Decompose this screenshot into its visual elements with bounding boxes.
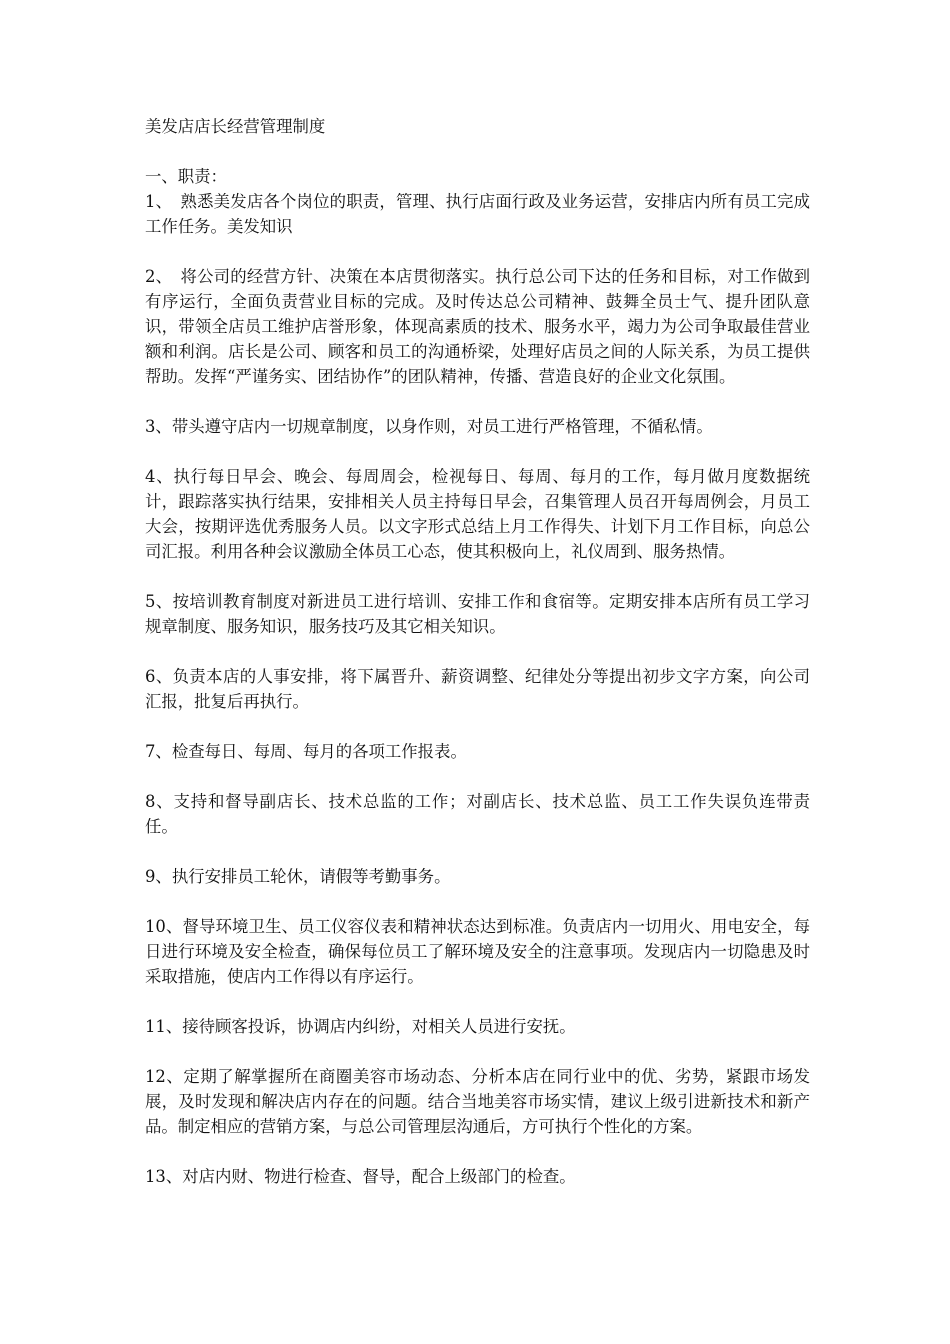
- duty-item-7: 7、检查每日、每周、每月的各项工作报表。: [145, 742, 467, 761]
- duty-item-5: 5、按培训教育制度对新进员工进行培训、安排工作和食宿等。定期安排本店所有员工学习规章制度、服务知识，服务技巧及其它相关知识。: [145, 592, 810, 636]
- section-heading: 一、职责：: [145, 167, 227, 186]
- duty-item-9: 9、执行安排员工轮休，请假等考勤事务。: [145, 867, 451, 886]
- duty-item-13: 13、对店内财、物进行检查、督导，配合上级部门的检查。: [145, 1167, 576, 1186]
- duty-item-4: 4、执行每日早会、晚会、每周周会，检视每日、每周、每月的工作，每月做月度数据统计，跟踪落实执行结果，安排相关人员主持每日早会，召集管理人员召开每周例会，月员工大会，按期评选优秀服务人员。以文字形式总结上月工作得失、计划下月工作目标，向总公司汇报。利用各种会议激励全体员工心态，使其积极向上，礼仪周到、服务热情。: [145, 467, 810, 561]
- duty-item-8: 8、支持和督导副店长、技术总监的工作；对副店长、技术总监、员工工作失误负连带责任。: [145, 792, 810, 836]
- duty-item-1: 1、 熟悉美发店各个岗位的职责，管理、执行店面行政及业务运营，安排店内所有员工完成工作任务。美发知识: [145, 192, 810, 236]
- document-page: [145, 114, 810, 1214]
- duty-item-10: 10、督导环境卫生、员工仪容仪表和精神状态达到标准。负责店内一切用火、用电安全，每日进行环境及安全检查，确保每位员工了解环境及安全的注意事项。发现店内一切隐患及时采取措施，使店内工作得以有序运行。: [145, 917, 810, 986]
- document-title: 美发店店长经营管理制度: [145, 117, 326, 136]
- duty-item-12: 12、定期了解掌握所在商圈美容市场动态、分析本店在同行业中的优、劣势，紧跟市场发展，及时发现和解决店内存在的问题。结合当地美容市场实情，建议上级引进新技术和新产品。制定相应的营销方案，与总公司管理层沟通后，方可执行个性化的方案。: [145, 1067, 810, 1136]
- duty-item-6: 6、负责本店的人事安排，将下属晋升、薪资调整、纪律处分等提出初步文字方案，向公司汇报，批复后再执行。: [145, 667, 810, 711]
- duty-item-3: 3、带头遵守店内一切规章制度，以身作则，对员工进行严格管理，不循私情。: [145, 417, 713, 436]
- duty-item-11: 11、接待顾客投诉，协调店内纠纷，对相关人员进行安抚。: [145, 1017, 576, 1036]
- duty-item-2: 2、 将公司的经营方针、决策在本店贯彻落实。执行总公司下达的任务和目标，对工作做到有序运行，全面负责营业目标的完成。及时传达总公司精神、鼓舞全员士气、提升团队意识，带领全店员工维护店誉形象，体现高素质的技术、服务水平，竭力为公司争取最佳营业额和利润。店长是公司、顾客和员工的沟通桥梁，处理好店员之间的人际关系，为员工提供帮助。发挥“严谨务实、团结协作”的团队精神，传播、营造良好的企业文化氛围。: [145, 267, 810, 386]
